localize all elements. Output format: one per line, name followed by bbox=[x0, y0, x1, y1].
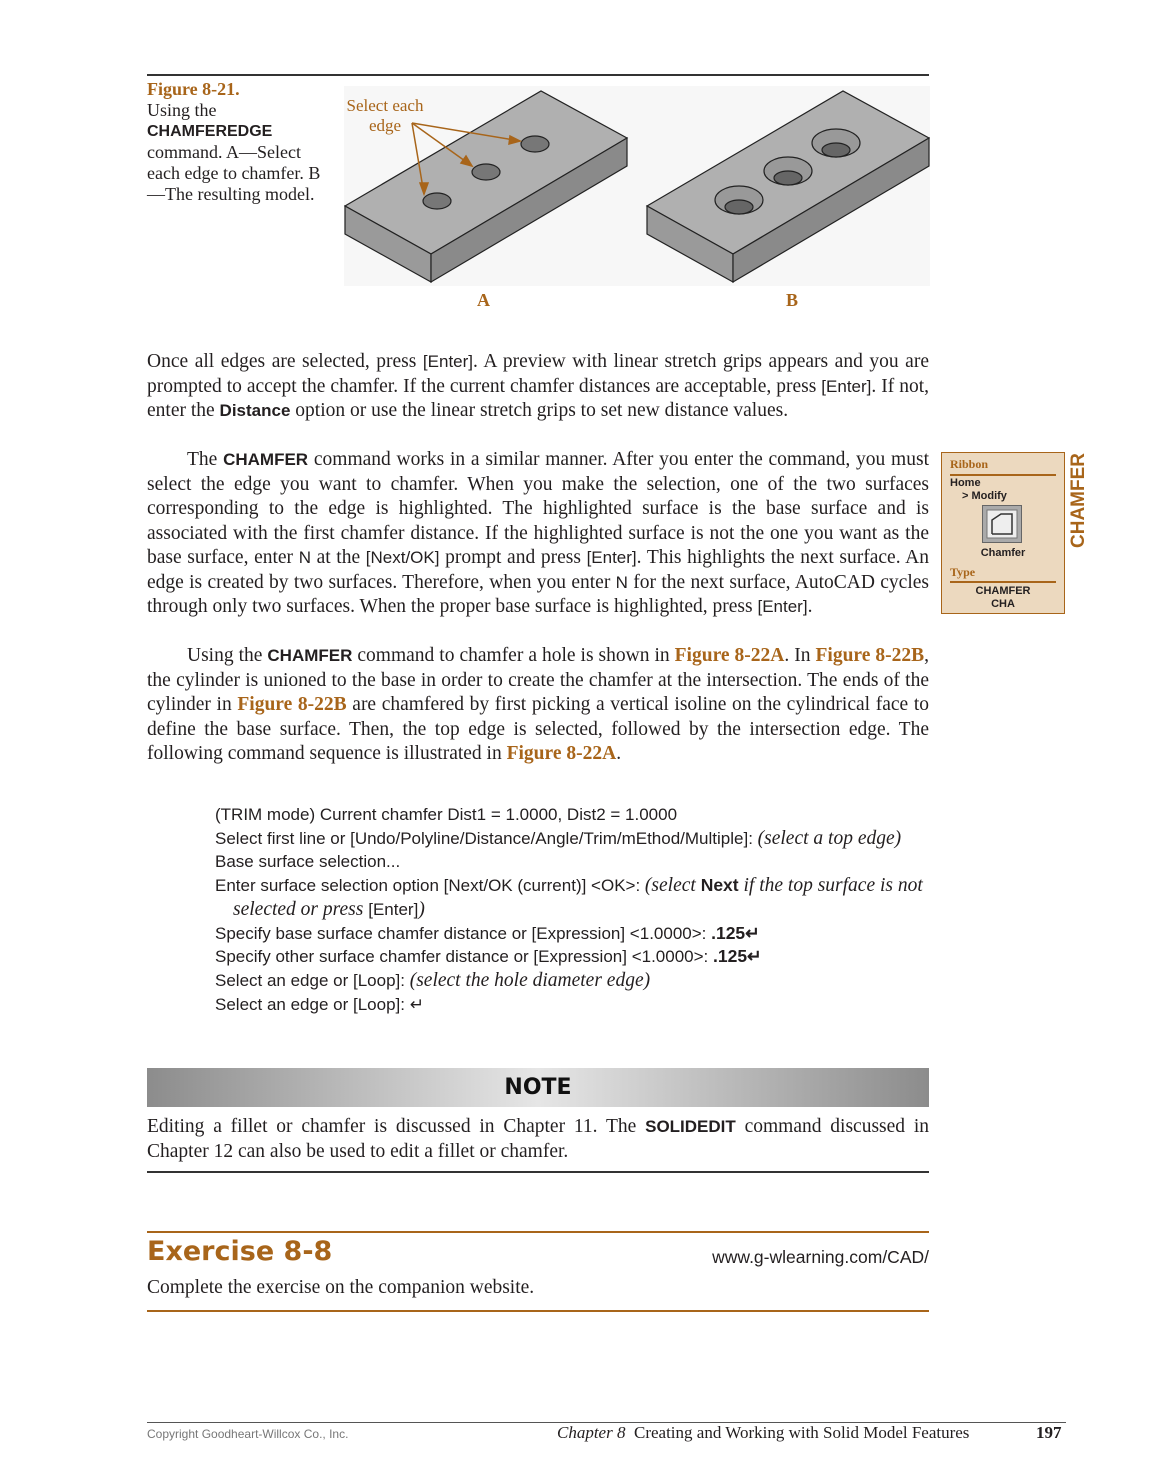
type-label: Type bbox=[950, 565, 976, 579]
key-text: Select first line or [Undo/Polyline/Distance/Angle/Trim/mEthod/Multiple]: bbox=[215, 828, 758, 848]
key-text: N bbox=[615, 572, 628, 592]
note-bottom-rule bbox=[147, 1171, 929, 1173]
text: at the bbox=[310, 547, 366, 568]
paragraph-1 bbox=[147, 350, 929, 424]
key-text: [Enter] bbox=[757, 597, 808, 616]
note-title: NOTE bbox=[504, 1075, 572, 1100]
command-line bbox=[215, 945, 925, 969]
footer-chapter-title: Creating and Working with Solid Model Features bbox=[633, 1423, 970, 1442]
exercise-bottom-rule bbox=[147, 1310, 929, 1312]
figure-illustration bbox=[344, 86, 930, 286]
bold-command: .125↵ bbox=[713, 946, 762, 967]
callout-label: Select each edge bbox=[346, 96, 424, 135]
type-commands bbox=[942, 585, 1064, 611]
key-text: Specify base surface chamfer distance or [Expression] <1.0000>: bbox=[215, 923, 712, 943]
bold-command: CHAMFER bbox=[223, 450, 309, 469]
footer-chapter-number: Chapter 8 bbox=[557, 1423, 626, 1442]
text: prompt and press bbox=[439, 547, 587, 568]
text: for the next surface, AutoCAD cycles through only two surfaces. When the proper base surface is highlighted, press bbox=[147, 571, 929, 617]
figure-caption bbox=[147, 79, 337, 205]
key-text: [Next/OK] bbox=[365, 548, 440, 567]
figure-link[interactable]: Figure 8-22A bbox=[506, 743, 617, 764]
bold-command: .125↵ bbox=[711, 922, 760, 943]
text: command works in a similar manner. After you enter the command, you must select the edge you want to chamfer. When you make the selection, one of the two surfaces corresponding to the edge is highlighted. The highlighted surface is the base surface and is associated with the first chamfer distance. If the highlighted surface is not the one you want as the base surface, enter bbox=[147, 449, 929, 568]
caption-text: command. A—Select each edge to chamfer. B—The resulting model. bbox=[147, 142, 321, 204]
paragraph-2 bbox=[147, 448, 929, 620]
italic-text: (select the hole diameter edge) bbox=[409, 969, 651, 991]
text: option or use the linear stretch grips to set new distance values. bbox=[290, 400, 789, 421]
note-header bbox=[147, 1068, 929, 1107]
key-text: [Enter] bbox=[422, 352, 474, 371]
top-rule bbox=[147, 74, 929, 76]
command-line bbox=[215, 874, 925, 921]
sidebar-vertical-title: CHAMFER bbox=[1068, 453, 1089, 548]
italic-text: (select bbox=[644, 875, 701, 897]
chamfer-icon bbox=[983, 506, 1021, 542]
chamfer-ribbon-button[interactable] bbox=[982, 505, 1022, 543]
command-line bbox=[215, 969, 925, 993]
text: . In bbox=[784, 645, 816, 666]
key-text: (TRIM mode) Current chamfer Dist1 = 1.0000, Dist2 = 1.0000 bbox=[215, 805, 678, 824]
key-text: Specify other surface chamfer distance or [Expression] <1.0000>: bbox=[215, 947, 713, 967]
exercise-title: Exercise 8-8 bbox=[147, 1236, 333, 1267]
label-a: A bbox=[477, 290, 490, 310]
figure-link[interactable]: Figure 8-22B bbox=[815, 645, 925, 666]
figure-link[interactable]: Figure 8-22B bbox=[237, 694, 347, 715]
text: . bbox=[616, 743, 622, 764]
ribbon-path-home: Home bbox=[950, 477, 981, 489]
text: . This highlights the next surface. An edge is created by two surfaces. Therefore, when you enter bbox=[147, 547, 929, 593]
text: . If not, enter the bbox=[147, 375, 930, 421]
type-command-alias: CHA bbox=[991, 598, 1015, 610]
italic-text: (select a top edge) bbox=[757, 827, 902, 849]
command-line bbox=[215, 803, 925, 827]
command-line bbox=[215, 922, 925, 946]
command-line bbox=[215, 993, 925, 1017]
text: , the cylinder is unioned to the base in order to create the chamfer at the intersection. The ends of the cylinder in bbox=[147, 645, 929, 715]
key-text: Base surface selection... bbox=[215, 852, 401, 872]
key-text: Enter surface selection option [Next/OK (current)] <OK>: bbox=[215, 876, 645, 896]
figure-number: Figure 8-21. bbox=[147, 79, 240, 99]
text: command to chamfer a hole is shown in bbox=[352, 645, 675, 666]
chamfer-button-label: Chamfer bbox=[980, 547, 1026, 559]
exercise-text: Complete the exercise on the companion website. bbox=[147, 1277, 535, 1298]
command-line bbox=[215, 850, 925, 874]
label-b: B bbox=[786, 290, 799, 310]
ribbon-sidebar bbox=[941, 452, 1065, 614]
text: Once all edges are selected, press bbox=[147, 351, 423, 372]
footer-copyright: Copyright Goodheart-Willcox Co., Inc. bbox=[147, 1427, 349, 1441]
bold-command: CHAMFER bbox=[267, 646, 353, 665]
figure-link[interactable]: Figure 8-22A bbox=[674, 645, 785, 666]
command-sequence bbox=[215, 803, 925, 1016]
text: The bbox=[187, 449, 224, 470]
page-number: 197 bbox=[1036, 1423, 1062, 1442]
text: Editing a fillet or chamfer is discussed in Chapter 11. The bbox=[147, 1116, 646, 1137]
key-text: Select an edge or [Loop]: ↵ bbox=[215, 994, 424, 1014]
key-text: [Enter] bbox=[586, 548, 637, 567]
key-text: [Enter] bbox=[368, 899, 419, 919]
text: command discussed in Chapter 12 can also be used to edit a fillet or chamfer. bbox=[147, 1116, 929, 1162]
paragraph-3 bbox=[147, 644, 929, 767]
italic-text: ) bbox=[418, 898, 425, 920]
caption-line: Using the bbox=[147, 100, 217, 120]
type-command-full: CHAMFER bbox=[975, 585, 1031, 597]
caption-command: CHAMFEREDGE bbox=[147, 123, 273, 140]
bold-command: SOLIDEDIT bbox=[645, 1117, 736, 1136]
text: Using the bbox=[187, 645, 268, 666]
text: . bbox=[807, 596, 813, 617]
command-line bbox=[215, 827, 925, 851]
footer-chapter bbox=[557, 1423, 969, 1443]
ribbon-path-modify: > Modify bbox=[962, 490, 1007, 502]
key-text: Select an edge or [Loop]: bbox=[215, 970, 410, 990]
bold-command: Next bbox=[700, 875, 739, 896]
italic-text: if the top surface is not selected or press bbox=[233, 875, 923, 920]
ribbon-label: Ribbon bbox=[950, 457, 989, 471]
exercise-url[interactable]: www.g-wlearning.com/CAD/ bbox=[712, 1247, 929, 1267]
text: . A preview with linear stretch grips appears and you are prompted to accept the chamfer. If the current chamfer distances are acceptable, press bbox=[147, 351, 929, 397]
exercise-top-rule bbox=[147, 1231, 929, 1233]
note-text bbox=[147, 1115, 929, 1164]
bold-command: Distance bbox=[219, 401, 291, 420]
key-text: N bbox=[298, 548, 311, 567]
key-text: [Enter] bbox=[821, 376, 872, 396]
text: are chamfered by first picking a vertical isoline on the cylindrical face to define the base surface. Then, the top edge is selected, followed by the intersection edge. The following command sequence is illustrated in bbox=[147, 694, 929, 764]
